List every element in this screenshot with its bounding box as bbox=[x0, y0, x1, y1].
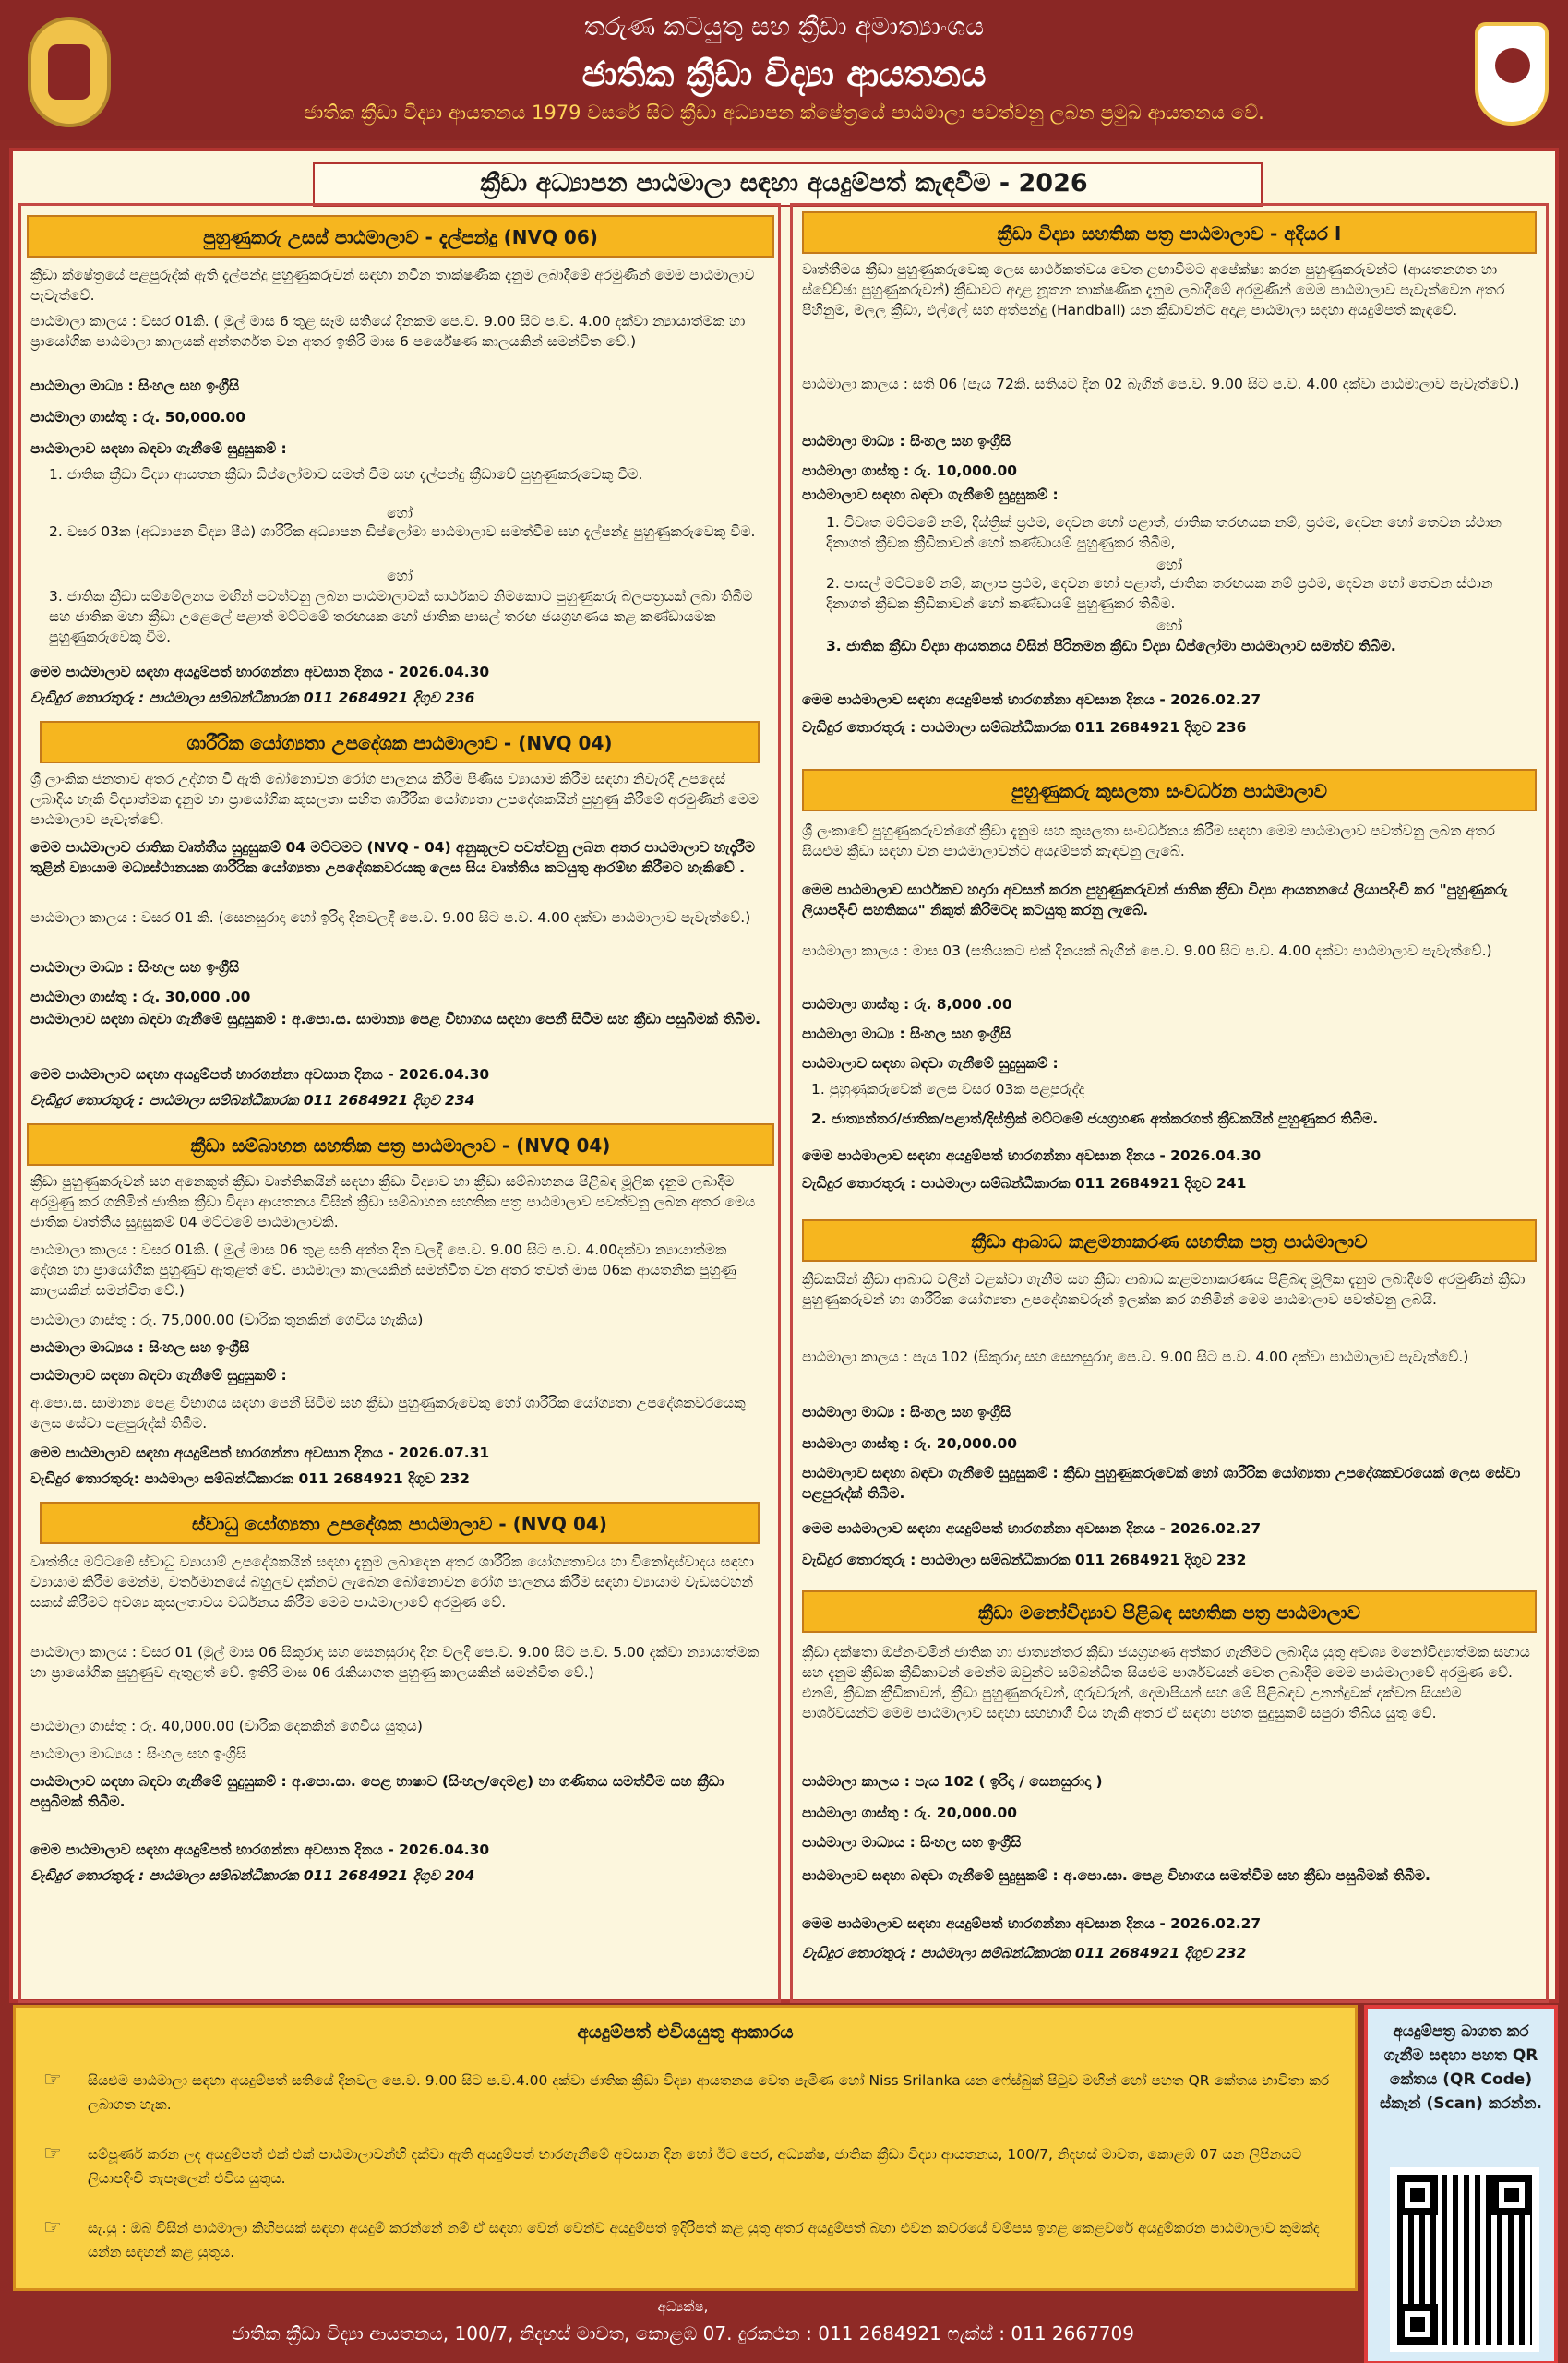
pointing-hand-icon: ☞ bbox=[43, 2142, 62, 2165]
paragraph: පාඨමාලා ගාස්තු : රු. 75,000.00 (වාරික තුනකින් ගෙවිය හැකිය) bbox=[30, 1312, 424, 1328]
list-item: 1. පුහුණුකරුවෙක් ලෙස වසර 03ක පළපුරුද්ද bbox=[811, 1081, 1085, 1098]
paragraph: පාඨමාලා ගාස්තු : රු. 20,000.00 bbox=[802, 1435, 1018, 1452]
section-title-sports-science-cert: ක්‍රීඩා විද්‍යා සහතික පත්‍ර පාඨමාලාව - අදියර I bbox=[802, 211, 1537, 254]
list-item: 2. ජාත්‍යන්තර/ජාතික/පළාත්/දිස්ත්‍රික් මට්ටමේ ජයග්‍රහණ අත්කරගත් ක්‍රීඩකයින් පුහුණුකර තිබීම. bbox=[811, 1110, 1379, 1127]
paragraph: පාඨමාලා කාලය : වසර 01කි. ( මුල් මාස 06 තුළ සති අන්ත දින වලදී පෙ.ව. 9.00 සිට ප.ව. 4.00දක්වා න්‍යායාත්මක දේශන හා ප්‍රායෝගික පුහුණුව ඇතුළත් වේ. පාඨමාලා කාලයකින් සමන්විත වන අතර තවත් මාස 06ක ආයතනික පුහුණු කාලයකින් සමන්විත වේ.) bbox=[30, 1241, 736, 1299]
list-item: 2. පාසල් මට්ටමේ නම්, කලාප ප්‍රථම, දෙවන හෝ පළාත්, ජාතික තරඟයක නම් ප්‍රථම, දෙවන හෝ තෙවන ස්ථාන දිනාගත් ක්‍රීඩක ක්‍රීඩිකාවන් හෝ කණ්ඩායම් පුහුණුකර තිබීම. bbox=[826, 575, 1493, 612]
paragraph: පාඨමාලාව සඳහා බඳවා ගැනීමේ සුදුසුකම් : bbox=[30, 440, 287, 457]
qr-panel bbox=[1364, 2005, 1558, 2363]
deadline: මෙම පාඨමාලාව සඳහා අයදුම්පත් භාරගන්නා අවසාන දිනය - 2026.04.30 bbox=[30, 664, 490, 680]
left-column bbox=[18, 203, 781, 2003]
footer-director: අධ්‍යක්ෂ, bbox=[657, 2298, 709, 2315]
paragraph: මෙම පාඨමාලාව සාර්ථකව හදාරා අවසන් කරන පුහුණුකරුවන් ජාතික ක්‍රීඩා විද්‍යා ආයතනයේ ලියාපදිංචි කර "පුහුණුකරු ලියාපදිංචි සහතිකය" නිකුත් කිරීමටද කටයුතු කරනු ලැබේ. bbox=[802, 882, 1508, 918]
paragraph: පාඨමාලා ගාස්තු : රු. 40,000.00 (වාරික දෙකකින් ගෙවිය යුතුය) bbox=[30, 1718, 423, 1734]
paragraph: පාඨමාලා ගාස්තු : රු. 30,000 .00 bbox=[30, 989, 251, 1005]
paragraph: පාඨමාලා කාලය : සති 06 (පැය 72කි. සතියට දින 02 බැගින් පෙ.ව. 9.00 සිට ප.ව. 4.00 දක්වා පාඨමාලාව පැවැත්වේ.) bbox=[802, 376, 1520, 392]
or-separator: හෝ bbox=[387, 568, 413, 584]
contact-info: වැඩිදුර තොරතුරු : පාඨමාලා සම්බන්ධීකාරක 011 2684921 දිගුව 236 bbox=[802, 719, 1247, 736]
paragraph: පාඨමාලාව සඳහා බඳවා ගැනීමේ සුදුසුකම් : ක්‍රීඩා පුහුණුකරුවෙක් හෝ ශාරීරික යෝග්‍යතා උපදේශකවරයෙක් ලෙස සේවා පළපුරුද්ක් තිබීම. bbox=[802, 1465, 1521, 1502]
paragraph: අ.පො.ස. සාමාන්‍ය පෙළ විභාගය සඳහා පෙනී සිටීම සහ ක්‍රීඩා පුහුණුකරුවෙකු හෝ ශාරීරික යෝග්‍යතා උපදේශකවරයෙකු ලෙස සේවා පළපුරුද්ක් තිබීම. bbox=[30, 1395, 746, 1432]
paragraph: මෙම පාඨමාලාව ජාතික වෘත්තීය සුදුසුකම් 04 මට්ටමට (NVQ - 04) අනුකූලව පවත්වනු ලබන අතර පාඨමාලාව හැදෑරීම තුළින් ව්‍යායාම මධ්‍යස්ථානයක ශාරීරික යෝග්‍යතා උපදේශකවරයකු ලෙස සිය වෘත්තිය කටයුතු ආරම්භ කිරීමට හැකිවේ . bbox=[30, 839, 755, 876]
qr-finder-icon bbox=[1397, 2175, 1438, 2215]
section-title-coach-skills: පුහුණුකරු කුසලතා සංවර්ධන පාඨමාලාව bbox=[802, 769, 1537, 811]
qr-finder-icon bbox=[1397, 2304, 1438, 2345]
instruction-item: සම්පූර්ණ කරන ලද අයදුම්පත් එක් එක් පාඨමාලාවන්හි දක්වා ඇති අයදුම්පත් භාරගැනීමේ අවසාන දින හෝ ඊට පෙර, අධ්‍යක්ෂ, ජාතික ක්‍රීඩා විද්‍යා ආයතනය, 100/7, නිදහස් මාවත, කොළඹ 07 යන ලිපිනයට ලියාපදිංචි තැපෑලෙන් එවිය යුතුය. bbox=[88, 2146, 1302, 2187]
paragraph: පාඨමාලා කාලය : වසර 01කි. ( මුල් මාස 6 තුළ සෑම සතියේ දිනකම පෙ.ව. 9.00 සිට ප.ව. 4.00 දක්වා න්‍යායාත්මක හා ප්‍රායෝගික පාඨමාලා කාලයක් අන්තර්ගත වන අතර ඉතිරි මාස 6 පර්යේෂණ කාලයකින් සමන්විත වේ.) bbox=[30, 313, 746, 350]
contact-info: වැඩිදුර තොරතුරු : පාඨමාලා සම්බන්ධීකාරක 011 2684921 දිගුව 204 bbox=[30, 1867, 475, 1884]
qr-instruction: අයදුම්පත්‍ර බාගත කර ගැනීම සඳහා පහත QR කේතය (QR Code) ස්කෑන් (Scan) කරන්න. bbox=[1380, 2022, 1542, 2113]
section-title-sports-psychology: ක්‍රීඩා මනෝවිද්‍යාව පිළිබඳ සහතික පත්‍ර පාඨමාලාව bbox=[802, 1590, 1537, 1633]
list-item: 1. විවෘත මට්ටමේ නම්, දිස්ත්‍රික් ප්‍රථම, දෙවන හෝ පළාත්, ජාතික තරඟයක නම්, ප්‍රථම, දෙවන හෝ තෙවන ස්ථාන දිනාගත් ක්‍රීඩක ක්‍රීඩිකාවන් හෝ කණ්ඩායම් පුහුණුකර තිබීම, bbox=[826, 514, 1502, 551]
paragraph: ශ්‍රී ලංකාවේ පුහුණුකරුවන්ගේ ක්‍රීඩා දැනුම සහ කුසලතා සංවර්ධනය කිරීම සඳහා මෙම පාඨමාලාව පවත්වනු ලබන අතර සියළුම ක්‍රීඩා සඳහා වන පාඨමාලාවන්ට අයදුම්පත් කැඳවනු ලැබේ. bbox=[802, 822, 1496, 859]
deadline: මෙම පාඨමාලාව සඳහා අයදුම්පත් භාරගන්නා අවසාන දිනය - 2026.02.27 bbox=[802, 691, 1262, 708]
deadline: මෙම පාඨමාලාව සඳහා අයදුම්පත් භාරගන්නා අවසාන දිනය - 2026.04.30 bbox=[802, 1147, 1262, 1164]
contact-info: වැඩිදුර තොරතුරු: පාඨමාලා සම්බන්ධීකාරක 011 2684921 දිගුව 232 bbox=[30, 1470, 470, 1487]
paragraph: පාඨමාලා කාලය : වසර 01 කි. (සෙනසුරාදා හෝ ඉරිදා දිනවලදී පෙ.ව. 9.00 සිට ප.ව. 4.00 දක්වා පාඨමාලාව පැවැත්වේ.) bbox=[30, 909, 751, 926]
instructions-title: අයදුම්පත් එවියයුතු ආකාරය bbox=[577, 2021, 794, 2043]
paragraph: පාඨමාලා මාධ්‍යය : සිංහල සහ ඉංග්‍රීසි bbox=[30, 1339, 250, 1356]
paragraph: ශ්‍රී ලාංකික ජනතාව අතර උද්ගත වී ඇති බෝනොවන රෝග පාලනය කිරීම පිණිස ව්‍යායාම කිරීම සඳහා නිවැරදි උපදෙස් ලබාදිය හැකි විද්‍යාත්මක දැනුම හා ප්‍රායෝගික කුසලතා සහිත ශාරීරික යෝග්‍යතා උපදේශකයින් පුහුණු කිරීමේ අරමුණින් මෙම පාඨමාලාව පැවැත්වේ. bbox=[30, 771, 759, 828]
contact-info: වැඩිදුර තොරතුරු : පාඨමාලා සම්බන්ධීකාරක 011 2684921 දිගුව 232 bbox=[802, 1945, 1247, 1961]
institute-name: ජාතික ක්‍රීඩා විද්‍යා ආයතනය bbox=[581, 54, 987, 94]
section-title-fitness-instructor: ශාරීරික යෝග්‍යතා උපදේශක පාඨමාලාව - (NVQ 04) bbox=[40, 721, 760, 763]
paragraph: පාඨමාලා මාධ්‍ය : සිංහල සහ ඉංග්‍රීසි bbox=[30, 959, 240, 976]
content-area bbox=[9, 148, 1559, 2003]
deadline: මෙම පාඨමාලාව සඳහා අයදුම්පත් භාරගන්නා අවසාන දිනය - 2026.04.30 bbox=[30, 1841, 490, 1858]
instruction-item: සැ.යු : ඔබ විසින් පාඨමාලා කිහිපයක් සඳහා අයදුම් කරන්නේ නම් ඒ සඳහා වෙන් වෙන්ව අයදුම්පත් ඉදිරිපත් කළ යුතු අතර අයදුම්පත් බහා එවන කවරයේ වම්පස ඉහළ කෙළවරේ අයදුම්කරන පාඨමාලාව කුමක්ද යන්න සඳහන් කළ යුතුය. bbox=[88, 2220, 1320, 2261]
or-separator: හෝ bbox=[1156, 618, 1182, 634]
application-instructions bbox=[13, 2005, 1358, 2291]
footer-address: ජාතික ක්‍රීඩා විද්‍යා ආයතනය, 100/7, නිදහස් මාවත, කොළඹ 07. දුරකථන : 011 2684921 ෆැක්ස් : 011 2667709 bbox=[232, 2322, 1134, 2345]
paragraph: පාඨමාලාව සඳහා බඳවා ගැනීමේ සුදුසුකම් : අ.පො.සා. පෙළ භාෂාව (සිංහල/දෙමළ) හා ගණිතය සමත්වීම සහ ක්‍රීඩා පසුබිමක් තිබීම. bbox=[30, 1773, 724, 1810]
deadline: මෙම පාඨමාලාව සඳහා අයදුම්පත් භාරගන්නා අවසාන දිනය - 2026.04.30 bbox=[30, 1066, 490, 1083]
paragraph: පාඨමාලා මාධ්‍ය : සිංහල සහ ඉංග්‍රීසි bbox=[802, 433, 1011, 450]
deadline: මෙම පාඨමාලාව සඳහා අයදුම්පත් භාරගන්නා අවසාන දිනය - 2026.02.27 bbox=[802, 1520, 1262, 1537]
paragraph: පාඨමාලාව සඳහා බඳවා ගැනීමේ සුදුසුකම් : අ.පො.සා. පෙළ විභාගය සමත්වීම සහ ක්‍රීඩා පසුබිමක් තිබීම. bbox=[802, 1867, 1430, 1884]
niss-logo-icon bbox=[1475, 22, 1549, 126]
right-column bbox=[790, 203, 1549, 2003]
contact-info: වැඩිදුර තොරතුරු : පාඨමාලා සම්බන්ධීකාරක 011 2684921 දිගුව 234 bbox=[30, 1092, 475, 1109]
paragraph: පාඨමාලා මාධ්‍ය : සිංහල සහ ඉංග්‍රීසි bbox=[30, 378, 240, 394]
footer bbox=[9, 2295, 1357, 2363]
qr-finder-icon bbox=[1491, 2175, 1532, 2215]
list-item: 2. වසර 03ක (අධ්‍යාපන විද්‍යා පීඨ) ශාරීරික අධ්‍යාපන ඩිප්ලෝමා පාඨමාලාව සමත්වීම සහ දැල්පන්දු පුහුණුකරුවෙකු වීම. bbox=[49, 523, 756, 540]
paragraph: පාඨමාලා මාධ්‍යය : සිංහල සහ ඉංග්‍රීසි bbox=[802, 1834, 1022, 1851]
paragraph: පාඨමාලාව සඳහා බඳවා ගැනීමේ සුදුසුකම් : අ.පො.ස. සාමාන්‍ය පෙළ විභාගය සඳහා පෙනී සිටීම සහ ක්‍රීඩා පසුබිමක් තිබීම. bbox=[30, 1011, 761, 1027]
paragraph: පාඨමාලා ගාස්තු : රු. 8,000 .00 bbox=[802, 996, 1012, 1013]
paragraph: පාඨමාලා කාලය : පැය 102 (සිකුරාදා සහ සෙනසුරාදා පෙ.ව. 9.00 සිට ප.ව. 4.00 දක්වා පාඨමාලාව පැවැත්වේ.) bbox=[802, 1349, 1469, 1365]
paragraph: පාඨමාලා මාධ්‍ය : සිංහල සහ ඉංග්‍රීසි bbox=[802, 1026, 1011, 1042]
deadline: මෙම පාඨමාලාව සඳහා අයදුම්පත් භාරගන්නා අවසාන දිනය - 2026.07.31 bbox=[30, 1445, 490, 1461]
paragraph: පාඨමාලාව සඳහා බඳවා ගැනීමේ සුදුසුකම් : bbox=[30, 1367, 287, 1384]
paragraph: වෘත්තීමය ක්‍රීඩා පුහුණුකරුවෙකු ලෙස සාර්ථකත්වය වෙත ළඟාවීමට අපේක්ෂා කරන පුහුණුකරුවන්ට (ආයතනගත හා ස්වේච්ඡා පුහුණුකරුවන්) ක්‍රීඩාවට අදාළ නූතන තාක්ෂණික දැනුම ලබාදීමේ අරමුණින් මෙම පාඨමාලාව පැවැත්වෙන අතර පිහිනුම, මලල ක්‍රීඩා, එල්ලේ සහ අත්පන්දු (Handball) යන ක්‍රීඩාවන්ට අදාළ පාඨමාලා සඳහා අයදුම්පත් කැඳවේ. bbox=[802, 261, 1505, 318]
list-item: 3. ජාතික ක්‍රීඩා සම්මේලනය මඟින් පවත්වනු ලබන පාඨමාලාවක් සාර්ථකව නිමකොට පුහුණුකරු බලපත්‍රයක් ලබා තිබීම සහ ජාතික මහා ක්‍රීඩා උළෙලේ පළාත් මට්ටමේ තරඟයක හෝ ජාතික පාසල් තරඟ ජයග්‍රහණය කළ කණ්ඩායමක පුහුණුකරුවෙකු වීම. bbox=[49, 588, 753, 645]
main-title: ක්‍රීඩා අධ්‍යාපන පාඨමාලා සඳහා අයදුම්පත් කැඳවීම - 2026 bbox=[480, 169, 1088, 198]
paragraph: ක්‍රීඩා පුහුණුකරුවන් සහ අනෙකුත් ක්‍රීඩා වෘත්තිකයින් සඳහා ක්‍රීඩා විද්‍යාව හා ක්‍රීඩා සම්බාහනය පිළිබඳ මූලික දැනුම ලබාදීම අරමුණු කර ගනිමින් ජාතික ක්‍රීඩා විද්‍යා ආයතනය විසින් ක්‍රීඩා සම්බාහන සහතික පත්‍ර පාඨමාලාව පවත්වනු ලබන අතර මෙය ජාතික වෘත්තීය සුදුසුකම් 04 මට්ටමේ පාඨමාලාවකි. bbox=[30, 1173, 756, 1230]
contact-info: වැඩිදුර තොරතුරු : පාඨමාලා සම්බන්ධීකාරක 011 2684921 දිගුව 236 bbox=[30, 690, 475, 706]
paragraph: වෘත්තීය මට්ටමේ ස්වාධු ව්‍යායාම් උපදේශකයින් සඳහා දැනුම ලබාදෙන අතර ශාරීරික යෝග්‍යතාවය හා විනෝදාස්වාදය සඳහා ව්‍යායාම කිරීම මෙන්ම, වර්තමානයේ බහුලව දක්නට ලැබෙන බෝනොවන රෝග පාලනය කිරීම සඳහා ව්‍යායාම වැඩසටහන් සකස් කිරීමට අවශ්‍ය කුසලතාවය වර්ධනය කිරීම මෙම පාඨමාලාවේ අරමුණ වේ. bbox=[30, 1553, 754, 1611]
paragraph: පාඨමාලාව සඳහා බඳවා ගැනීමේ සුදුසුකම් : bbox=[802, 1055, 1059, 1072]
paragraph: පාඨමාලා මාධ්‍යය : සිංහල සහ ඉංග්‍රීසි bbox=[30, 1745, 247, 1762]
paragraph: පාඨමාලාව සඳහා බඳවා ගැනීමේ සුදුසුකම් : bbox=[802, 486, 1059, 503]
paragraph: පාඨමාලා මාධ්‍ය : සිංහල සහ ඉංග්‍රීසි bbox=[802, 1404, 1011, 1421]
section-title-netball-coach: පුහුණුකරු උසස් පාඨමාලාව - දැල්පන්දු (NVQ 06) bbox=[27, 215, 774, 258]
list-item: 3. ජාතික ක්‍රීඩා විද්‍යා ආයතනය විසින් පිරිනමන ක්‍රීඩා විද්‍යා ඩිප්ලෝමා පාඨමාලාව සමත්ව තිබීම. bbox=[826, 638, 1396, 654]
pointing-hand-icon: ☞ bbox=[43, 2069, 62, 2092]
or-separator: හෝ bbox=[1156, 557, 1182, 573]
ministry-name: තරුණ කටයුතු සහ ක්‍රීඩා අමාත්‍යාංශය bbox=[583, 11, 985, 42]
paragraph: පාඨමාලා කාලය : වසර 01 (මුල් මාස 06 සිකුරාදා සහ සෙනසුරාදා දින වලදී පෙ.ව. 9.00 සිට ප.ව. 5.00 දක්වා න්‍යායාත්මක හා ප්‍රායෝගික පුහුණුව ඇතුළත් වේ. ඉතිරි මාස 06 රැකියාගත පුහුණු කාලයකින් සමන්විත වේ.) bbox=[30, 1644, 760, 1681]
paragraph: පාඨමාලා ගාස්තු : රු. 20,000.00 bbox=[802, 1805, 1018, 1821]
paragraph: පාඨමාලා කාලය : මාස 03 (සතියකට එක් දිනයක් බැගින් පෙ.ව. 9.00 සිට ප.ව. 4.00 දක්වා පාඨමාලාව පැවැත්වේ.) bbox=[802, 942, 1492, 959]
paragraph: ක්‍රීඩකයින් ක්‍රීඩා ආබාධ වලින් වළක්වා ගැනීම සහ ක්‍රීඩා ආබාධ කළමනාකරණය පිළිබඳ මූලික දැනුම ලබාදීමේ අරමුණින් ක්‍රීඩා පුහුණුකරුවන් හා ශාරීරික යෝග්‍යතා උපදේශකවරුන් ඉලක්ක කර ගනිමින් මෙම පාඨමාලාව පවත්වනු ලබයි. bbox=[802, 1271, 1526, 1308]
section-title-sports-injury: ක්‍රීඩා ආබාධ කළමනාකරණ සහතික පත්‍ර පාඨමාලාව bbox=[802, 1219, 1537, 1262]
paragraph: පාඨමාලා ගාස්තු : රු. 50,000.00 bbox=[30, 409, 246, 426]
contact-info: වැඩිදුර තොරතුරු : පාඨමාලා සම්බන්ධීකාරක 011 2684921 දිගුව 241 bbox=[802, 1175, 1247, 1192]
instruction-item: සියළුම පාඨමාලා සඳහා අයදුම්පත් සතියේ දිනවල පෙ.ව. 9.00 සිට ප.ව.4.00 දක්වා ජාතික ක්‍රීඩා විද්‍යා ආයතනය වෙත පැමිණ හෝ Niss Srilanka යන ෆේස්බුක් පිටුව මඟින් හෝ පහත QR කේතය භාවිතා කර ලබාගත හැක. bbox=[88, 2072, 1330, 2113]
institute-tagline: ජාතික ක්‍රීඩා විද්‍යා ආයතනය 1979 වසරේ සිට ක්‍රීඩා අධ්‍යාපන ක්ෂේත්‍රයේ පාඨමාලා පවත්වනු ලබන ප්‍රමුඛ ආයතනය වේ. bbox=[304, 102, 1264, 124]
pointing-hand-icon: ☞ bbox=[43, 2216, 62, 2239]
paragraph: පාඨමාලා කාලය : පැය 102 ( ඉරිදා / සෙනසුරාදා ) bbox=[802, 1773, 1103, 1790]
contact-info: වැඩිදුර තොරතුරු : පාඨමාලා සම්බන්ධීකාරක 011 2684921 දිගුව 232 bbox=[802, 1552, 1247, 1568]
section-title-sports-massage: ක්‍රීඩා සම්බාහන සහතික පත්‍ර පාඨමාලාව - (NVQ 04) bbox=[27, 1123, 774, 1166]
paragraph: ක්‍රීඩා ක්ෂේත්‍රයේ පළපුරුද්ක් ඇති දැල්පන්දු පුහුණුකරුවන් සඳහා නවීන තාක්ෂණික දැනුම ලබාදීමේ අරමුණින් මෙම පාඨමාලාව පැවැත්වේ. bbox=[30, 267, 755, 304]
deadline: මෙම පාඨමාලාව සඳහා අයදුම්පත් භාරගන්නා අවසාන දිනය - 2026.02.27 bbox=[802, 1915, 1262, 1932]
list-item: 1. ජාතික ක්‍රීඩා විද්‍යා ආයතන ක්‍රීඩා ඩිප්ලෝමාව සමත් වීම සහ දැල්පන්දු ක්‍රීඩාවේ පුහුණුකරුවෙකු වීම. bbox=[49, 466, 643, 483]
or-separator: හෝ bbox=[387, 505, 413, 522]
qr-code-icon[interactable] bbox=[1390, 2167, 1539, 2352]
paragraph: ක්‍රීඩා දක්ෂතා ඔප්නංවමින් ජාතික හා ජාත්‍යන්තර ක්‍රීඩා ජයග්‍රහණ අත්කර ගැනීමට ලබාදිය යුතු අවශ්‍ය මනෝවිද්‍යාත්මක සහාය සහ දැනුම ක්‍රීඩක ක්‍රීඩිකාවන් මෙන්ම ඔවුන්ට සම්බන්ධිත සියළුම පාර්ශවයන් වෙත ලබාදීම මෙම පාඨමාලාවේ අරමුණ වේ. එනම්, ක්‍රීඩක ක්‍රීඩිකාවන්, ක්‍රීඩා පුහුණුකරුවන්, ගුරුවරුන්, දෙමාපියන් සහ මේ පිළිබඳව උනන්දුවක් දක්වන සියළුම පාර්ශවයන්ට මෙම පාඨමාලාව සඳහා සහභාගී විය හැකි අතර ඒ සඳහා පහත සුදුසුකම් සපුරා තිබිය යුතු වේ. bbox=[802, 1644, 1530, 1721]
section-title-aerobics-instructor: ස්වාධු යෝග්‍යතා උපදේශක පාඨමාලාව - (NVQ 04) bbox=[40, 1502, 760, 1544]
paragraph: පාඨමාලා ගාස්තු : රු. 10,000.00 bbox=[802, 462, 1018, 479]
header-banner bbox=[0, 0, 1568, 140]
